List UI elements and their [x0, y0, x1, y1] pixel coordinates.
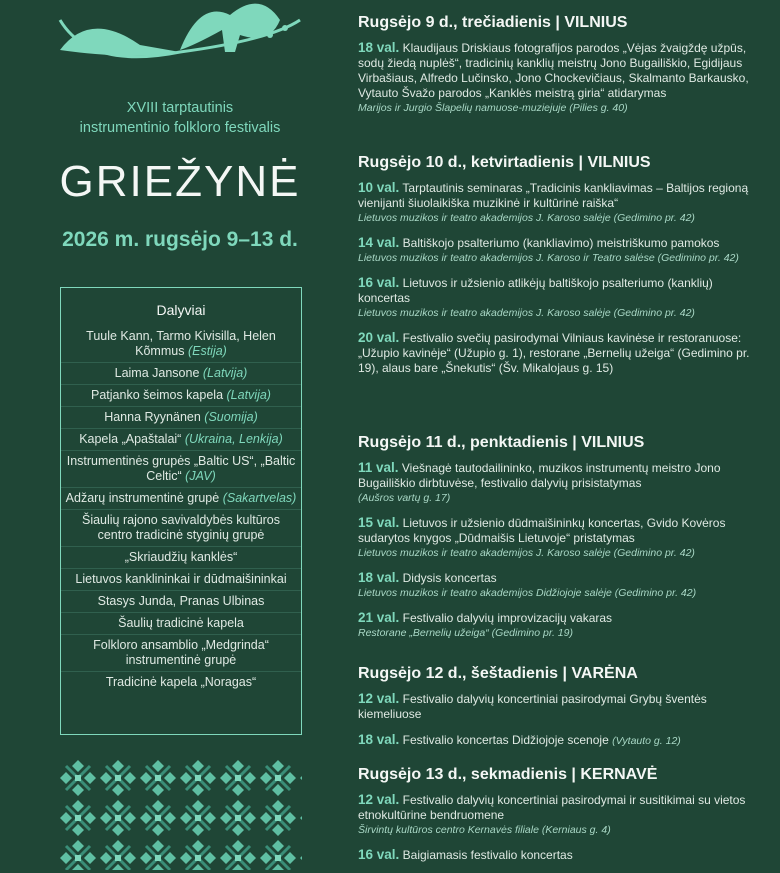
participant-name: Folkloro ansamblio „Medgrinda“ instrumentinė grupė — [93, 638, 269, 667]
event-item — [358, 460, 758, 505]
event-item — [358, 792, 758, 837]
day-block — [358, 434, 758, 650]
event-item — [358, 847, 758, 863]
event-item — [358, 275, 758, 320]
subtitle-line-2: instrumentinio folkloro festivalis — [79, 120, 281, 136]
event-item — [358, 515, 758, 560]
festival-logo-icon — [30, 0, 330, 62]
event-time: 16 val. — [358, 847, 400, 862]
participant-item — [61, 672, 301, 693]
event-time: 10 val. — [358, 180, 400, 195]
festival-title: GRIEŽYNĖ — [59, 157, 301, 206]
participant-item — [61, 547, 301, 569]
participant-item — [61, 635, 301, 672]
event-time: 14 val. — [358, 235, 400, 250]
day-heading: Rugsėjo 11 d., penktadienis | VILNIUS — [358, 434, 645, 451]
festival-subtitle — [0, 98, 360, 138]
participant-country: (Estija) — [187, 344, 227, 358]
event-location: Restorane „Bernelių užeiga“ (Gedimino pr. 19) — [358, 627, 573, 639]
participant-item — [61, 569, 301, 591]
participant-name: Instrumentinės grupės „Baltic US“, „Baltic Celtic“ — [66, 454, 296, 483]
participant-item — [61, 429, 301, 451]
event-description: Festivalio dalyvių improvizacijų vakaras — [402, 611, 613, 625]
left-column — [0, 0, 360, 870]
participant-item — [61, 451, 301, 488]
participant-country: (Latvija) — [226, 388, 271, 402]
festival-dates: 2026 m. rugsėjo 9–13 d. — [62, 228, 298, 251]
event-item — [358, 330, 758, 376]
event-item — [358, 691, 758, 722]
event-item — [358, 180, 758, 225]
event-location: Marijos ir Jurgio Šlapelių namuose-muziejuje (Pilies g. 40) — [358, 102, 628, 114]
participant-name: Tuule Kann, Tarmo Kivisilla, Helen Kõmmus — [86, 329, 276, 358]
day-heading: Rugsėjo 10 d., ketvirtadienis | VILNIUS — [358, 154, 651, 171]
participant-item — [61, 385, 301, 407]
event-location: Lietuvos muzikos ir teatro akademijos J. Karoso salėje (Gedimino pr. 42) — [358, 547, 695, 559]
event-location: Lietuvos muzikos ir teatro akademijos J. Karoso salėje (Gedimino pr. 42) — [358, 212, 695, 224]
participant-country: (JAV) — [185, 469, 216, 483]
day-heading: Rugsėjo 12 d., šeštadienis | VARĖNA — [358, 665, 638, 682]
participant-item — [61, 363, 301, 385]
participant-item — [61, 488, 301, 510]
participant-country: (Ukraina, Lenkija) — [184, 432, 283, 446]
participant-country: (Suomija) — [204, 410, 258, 424]
participant-name: Adžarų instrumentinė grupė — [65, 491, 220, 505]
participants-heading: Dalyviai — [156, 302, 206, 318]
event-time: 12 val. — [358, 691, 400, 706]
day-block — [358, 14, 758, 125]
participant-name: Patjanko šeimos kapela — [91, 388, 224, 402]
folk-pattern-icon — [58, 758, 302, 870]
event-location: (Aušros vartų g. 17) — [358, 492, 451, 504]
event-item — [358, 610, 758, 640]
participant-name: Lietuvos kanklininkai ir dūdmaišininkai — [75, 572, 287, 586]
participant-country: (Sakartvelas) — [222, 491, 297, 505]
event-description: Lietuvos ir užsienio dūdmaišininkų koncertas, Gvido Kovėros sudarytos knygos „Dūdmaišis Lietuvoje“ pristatymas — [358, 516, 726, 545]
event-location: Širvintų kultūros centro Kernavės filiale (Kerniaus g. 4) — [358, 824, 611, 836]
event-description: Viešnagė tautodailininko, muzikos instrumentų meistro Jono Bugailiškio dirbtuvėse, festivalio dalyvių prisistatymas — [358, 461, 721, 490]
event-description: Baigiamasis festivalio koncertas — [402, 848, 573, 862]
event-description: Festivalio koncertas Didžiojoje scenoje — [402, 733, 609, 747]
event-location: Lietuvos muzikos ir teatro akademijos Didžiojoje salėje (Gedimino pr. 42) — [358, 587, 697, 599]
participant-name: „Skriaudžių kanklės“ — [124, 550, 238, 564]
participant-item — [61, 591, 301, 613]
participant-item — [61, 326, 301, 363]
event-item — [358, 40, 758, 115]
participant-name: Šiaulių rajono savivaldybės kultūros centro tradicinė styginių grupė — [81, 513, 281, 542]
day-block — [358, 766, 758, 873]
participant-name: Laima Jansone — [114, 366, 200, 380]
event-time: 11 val. — [358, 460, 399, 475]
participant-item — [61, 407, 301, 429]
event-item — [358, 732, 758, 749]
event-time: 16 val. — [358, 275, 400, 290]
event-item — [358, 570, 758, 600]
participant-name: Stasys Junda, Pranas Ulbinas — [97, 594, 265, 608]
event-description: Didysis koncertas — [402, 571, 497, 585]
event-description: Tarptautinis seminaras „Tradicinis kankliavimas – Baltijos regioną vienijanti šiuolaikiška muzikinė ir kultūrinė raiška“ — [358, 181, 749, 210]
participants-box — [60, 287, 302, 735]
event-location: Lietuvos muzikos ir teatro akademijos J. Karoso ir Teatro salėse (Gedimino pr. 42) — [358, 252, 739, 264]
event-location: (Vytauto g. 12) — [612, 735, 681, 747]
event-description: Festivalio svečių pasirodymai Vilniaus kavinėse ir restoranuose: „Užupio kavinėje“ (Užupio g. 1), restorane „Bernelių užeiga“ (Gedimino pr. 19), alaus bare „Šnekutis“ (Šv. Mikalojaus g. 15) — [358, 331, 750, 375]
participant-country: (Latvija) — [202, 366, 248, 380]
day-heading: Rugsėjo 13 d., sekmadienis | KERNAVĖ — [358, 766, 658, 783]
event-description: Festivalio dalyvių koncertiniai pasirodymai Grybų šventės kiemeliuose — [358, 692, 707, 721]
participant-name: Šaulių tradicinė kapela — [118, 616, 244, 630]
participant-name: Hanna Ryynänen — [104, 410, 201, 424]
event-description: Baltiškojo psalteriumo (kankliavimo) meistriškumo pamokos — [402, 236, 720, 250]
participant-name: Tradicinė kapela „Noragas“ — [105, 675, 257, 689]
event-time: 18 val. — [358, 40, 400, 55]
event-time: 12 val. — [358, 792, 400, 807]
event-time: 20 val. — [358, 330, 400, 345]
participant-item — [61, 510, 301, 547]
event-time: 18 val. — [358, 732, 400, 747]
event-description: Lietuvos ir užsienio atlikėjų baltiškojo psalteriumo (kanklių) koncertas — [358, 276, 713, 305]
event-description: Klaudijaus Driskiaus fotografijos parodos „Vėjas žvaigždę užpūs, sodų žiedą nuplėš“, tradicinių kanklių meistrų Jono Bugailiškio, Egidijaus Virbašiaus, Alfredo Lučinsko, Jono Chockevičiaus, Skalmanto Barkausko, Vytauto Švažo parodos „Kanklės meistrą giria“ atidarymas — [358, 41, 749, 100]
subtitle-line-1: XVIII tarptautinis — [126, 100, 234, 116]
event-location: Lietuvos muzikos ir teatro akademijos J. Karoso salėje (Gedimino pr. 42) — [358, 307, 695, 319]
day-block — [358, 154, 758, 386]
event-time: 21 val. — [358, 610, 400, 625]
participant-item — [61, 613, 301, 635]
participant-name: Kapela „Apaštalai“ — [79, 432, 182, 446]
event-time: 18 val. — [358, 570, 400, 585]
participants-list — [61, 326, 301, 693]
event-description: Festivalio dalyvių koncertiniai pasirodymai ir susitikimai su vietos etnokultūrine bendruomene — [358, 793, 746, 822]
event-item — [358, 235, 758, 265]
day-block — [358, 665, 758, 759]
event-time: 15 val. — [358, 515, 400, 530]
day-heading: Rugsėjo 9 d., trečiadienis | VILNIUS — [358, 14, 628, 31]
